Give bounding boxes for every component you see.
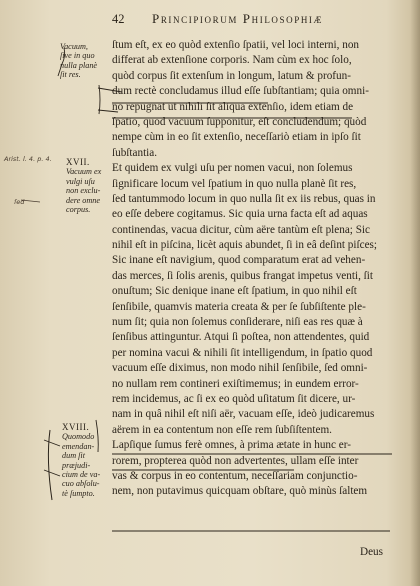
margin-line: corpus. <box>66 205 91 215</box>
text-line: dum rectè concludamus illud eſſe ſubſtantiam; quia omni- <box>112 85 369 98</box>
margin-line: dum ſit <box>62 451 85 461</box>
bracket-mark <box>99 85 100 114</box>
margin-line: cuo abſolu- <box>62 479 100 489</box>
text-line: no repugnat ut nihili ſit aliqua extenſio, idem etiam de <box>112 100 354 113</box>
text-line: eo eſſe debere cogitamus. Sic quia urna facta eſt ad aquas <box>112 208 368 221</box>
text-line: nam in quâ nihil eſt niſi aër, vacuam eſſe, ideò judicaremus <box>112 408 375 421</box>
handwritten-note: ſed <box>14 198 25 206</box>
margin-line: ſit res. <box>60 70 81 80</box>
margin-line: vulgi uſu <box>66 176 95 186</box>
text-line: Lapſique ſumus ferè omnes, à prima ætate in hunc er- <box>112 439 351 452</box>
text-line: continendas, vacua dicitur, cùm aëre tantùm eſt plena; Sic <box>112 223 371 236</box>
text-line: rorem, propterea quòd non advertentes, ullam eſſe inter <box>112 454 359 467</box>
margin-line: ſive in quo <box>60 51 95 61</box>
text-line: ſenſibus attinguntur. Atqui ſi poſtea, non attendentes, quid <box>112 331 370 344</box>
margin-line: nulla planè <box>60 60 98 70</box>
text-line: ſenſibile, quamvis materia creata & per ſe ſubſiſtente ple- <box>112 300 366 313</box>
text-line: Sic inane eſt navigium, quod comparatum erat ad vehen- <box>112 254 366 267</box>
section-number: XVIII. <box>62 422 90 432</box>
text-line: num ſit; quia non ſolemus conſiderare, niſi eas res quæ à <box>112 316 363 329</box>
margin-line: præjudi- <box>62 460 91 470</box>
text-line: differat ab extenſione corporis. Nam cùm ex hoc ſolo, <box>112 54 352 67</box>
margin-line: Vacuum, <box>60 42 88 51</box>
text-line: vas & corpus in eo contentum, neceſſariam conjunctio- <box>112 469 358 482</box>
handwritten-note: Arist. l. 4. p. 4. <box>4 155 52 163</box>
margin-line: Vacuum ex <box>66 167 102 177</box>
text-line: ſpatio, quod vacuum ſupponitur, eſt concludendum; quòd <box>112 115 367 128</box>
pointer-mark <box>21 200 40 202</box>
pointer-mark <box>44 470 60 476</box>
text-line: ſignificare locum vel ſpatium in quo nulla planè ſit res, <box>112 177 357 190</box>
bracket-mark <box>48 430 52 500</box>
text-line: ſubſtantia. <box>112 146 158 159</box>
margin-line: tè ſumpto. <box>62 488 95 498</box>
text-line: vacuum eſſe diximus, non modo nihil ſenſibile, ſed omni- <box>112 362 368 375</box>
pointer-mark <box>98 88 122 92</box>
text-line: nem, non putavimus quicquam obſtare, quò minùs ſaltem <box>112 485 368 498</box>
page-number: 42 <box>112 12 125 26</box>
bracket-mark <box>58 48 65 76</box>
text-line: quòd corpus ſit extenſum in longum, latum & profun- <box>112 69 351 82</box>
text-line: aërem in ea contentum non eſſe rem ſubſiſtentem. <box>112 423 332 436</box>
text-line: das merces, ſi ſolis arenis, quibus frangat impetus venti, ſit <box>112 269 373 282</box>
pointer-mark <box>98 110 118 112</box>
margin-line: non exclu- <box>66 186 101 196</box>
margin-line: dere omne <box>66 195 101 205</box>
text-line: onuſtum; Sic denique inane eſt ſpatium, in quo nihil eſt <box>112 285 357 298</box>
text-line: ſtum eſt, ex eo quòd extenſio ſpatii, vel loci interni, non <box>112 39 360 51</box>
text-line: nihil eſt in piſcina, licèt aquis abundet, ſi in eâ deſint piſces; <box>112 239 378 252</box>
running-head: Principiorum Philosophiæ <box>152 11 324 26</box>
catchword: Deus <box>360 546 383 558</box>
text-line: no nullam rem contineri exiſtimemus; in eundem error- <box>112 377 359 390</box>
section-number: XVII. <box>66 157 90 167</box>
text-line: nempe cùm in eo ſit extenſio, neceſſariò etiam in ipſo ſit <box>112 131 361 144</box>
margin-line: emendan- <box>62 441 95 451</box>
text-line: Et quidem ex vulgi uſu per nomen vacui, non ſolemus <box>112 162 353 175</box>
pointer-mark <box>44 440 60 446</box>
margin-line: Quomodo <box>62 432 95 442</box>
margin-line: cium de va- <box>62 470 101 480</box>
text-line: rem incidemus, ac ſi ex eo quòd uſitatum ſit dicere, ur- <box>112 392 356 405</box>
bracket-mark <box>96 420 98 452</box>
text-line: per nomina vacui & nihili ſit intelligendum, in ſpatio quod <box>112 346 373 359</box>
text-line: ſed tantummodo locum in quo nulla ſit ex iis rebus, quas in <box>112 192 376 205</box>
